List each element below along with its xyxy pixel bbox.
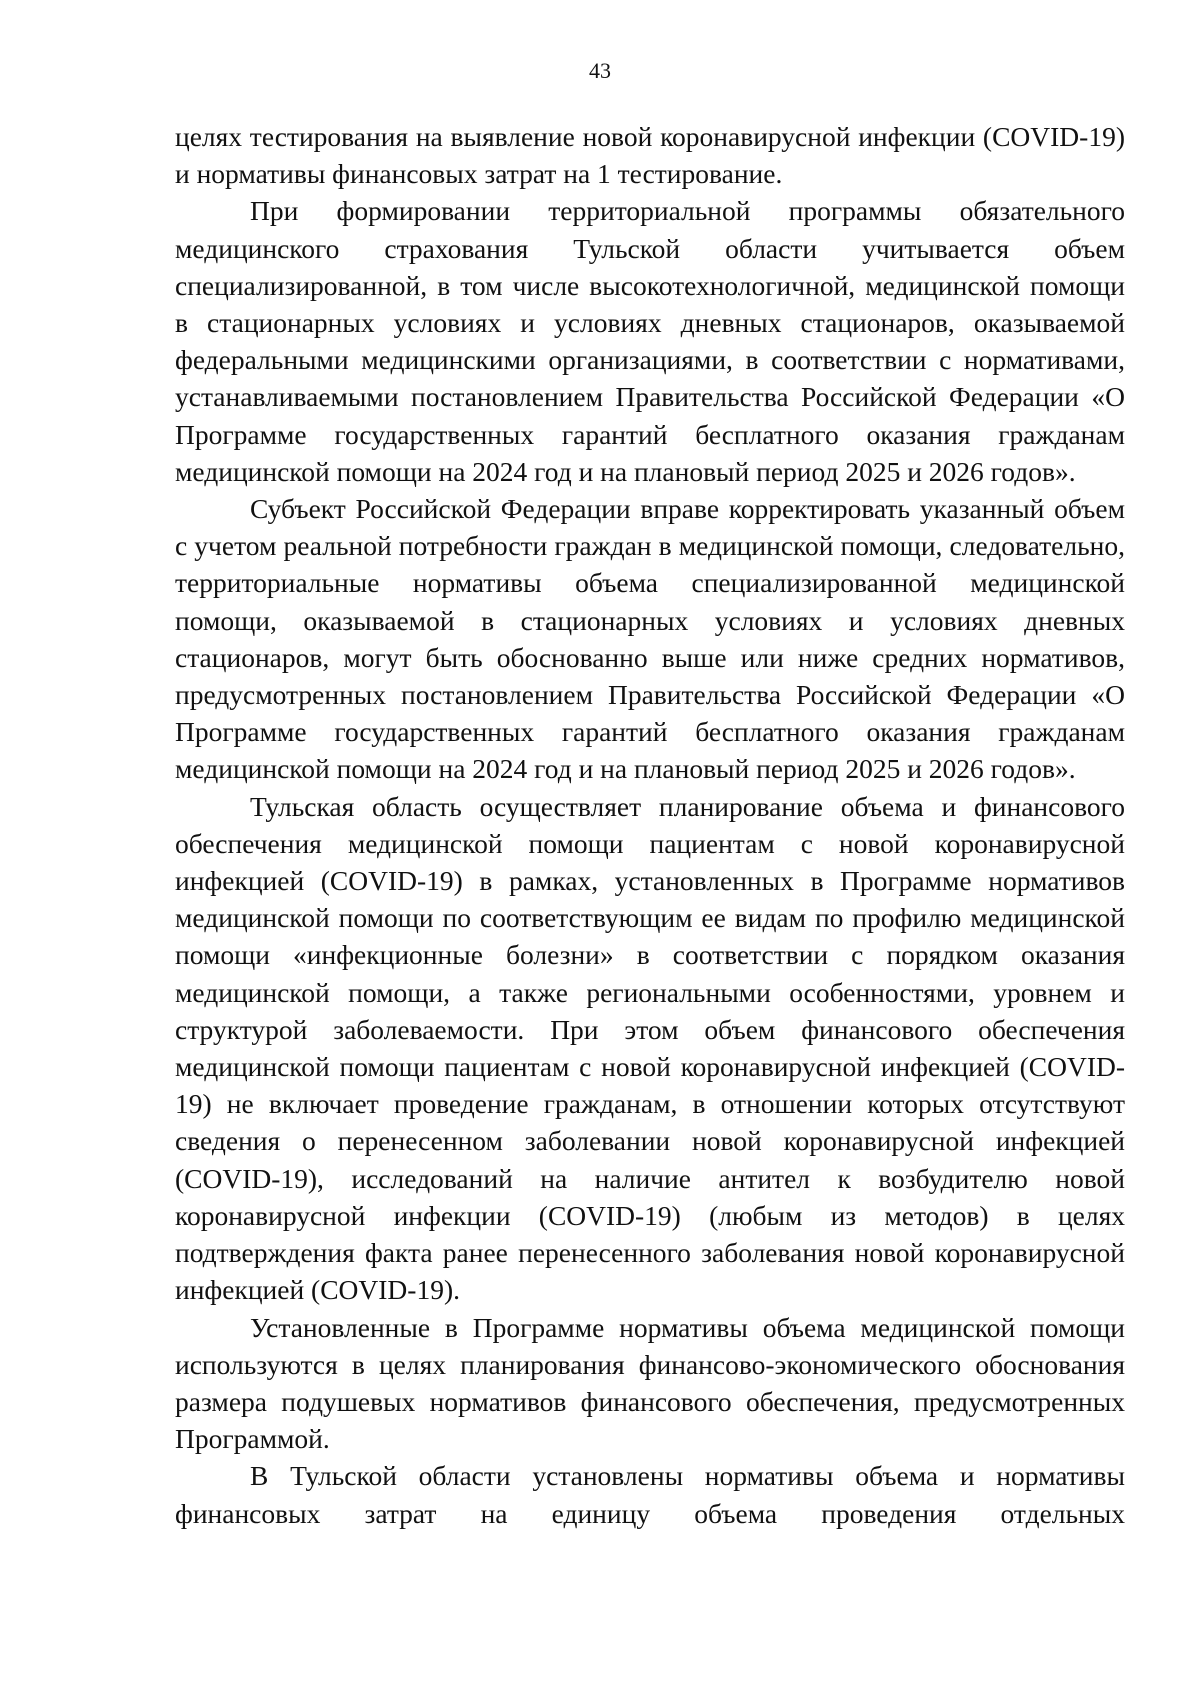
document-body [175,118,1125,1532]
paragraph-program-norms: Установленные в Программе нормативы объема медицинской помощи используются в целях планирования финансово-экономического обоснования размера подушевых нормативов финансового обеспечения, предусмотренных Программой. [175,1311,1125,1455]
paragraph-tula-norms: В Тульской области установлены нормативы объема и нормативы финансовых затрат на единицу объема проведения отдельных [175,1460,1125,1529]
paragraph-subject-adjustment: Субъект Российской Федерации вправе корректировать указанный объем с учетом реальной потребности граждан в медицинской помощи, следовательно, территориальные нормативы объема специализированной медицинской помощи, оказываемой в стационарных условиях и условиях дневных стационаров, могут быть обоснованно выше или ниже средних нормативов, предусмотренных постановлением Правительства Российской Федерации «О Программе государственных гарантий бесплатного оказания гражданам медицинской помощи на 2024 год и на плановый период 2025 и 2026 годов». [175,493,1125,785]
paragraph-covid-planning: Тульская область осуществляет планирование объема и финансового обеспечения медицинской помощи пациентам с новой коронавирусной инфекцией (COVID-19) в рамках, установленных в Программе нормативов медицинской помощи по соответствующим ее видам по профилю медицинской помощи «инфекционные болезни» в соответствии с порядком оказания медицинской помощи, а также региональными особенностями, уровнем и структурой заболеваемости. При этом объем финансового обеспечения медицинской помощи пациентам с новой коронавирусной инфекцией (COVID-19) не включает проведение гражданам, в отношении которых отсутствуют сведения о перенесенном заболевании новой коронавирусной инфекцией (COVID-19), исследований на наличие антител к возбудителю новой коронавирусной инфекции (COVID-19) (любым из методов) в целях подтверждения факта ранее перенесенного заболевания новой коронавирусной инфекцией (COVID-19). [175,790,1125,1306]
page-number: 43 [589,58,611,83]
paragraph-federal-volume: При формировании территориальной программы обязательного медицинского страхования Тульской области учитывается объем специализированной, в том числе высокотехнологичной, медицинской помощи в стационарных условиях и условиях дневных стационаров, оказываемой федеральными медицинскими организациями, в соответствии с нормативами, устанавливаемыми постановлением Правительства Российской Федерации «О Программе государственных гарантий бесплатного оказания гражданам медицинской помощи на 2024 год и на плановый период 2025 и 2026 годов». [175,195,1125,487]
paragraph-continuation: целях тестирования на выявление новой коронавирусной инфекции (COVID-19) и нормативы финансовых затрат на 1 тестирование. [175,121,1125,190]
